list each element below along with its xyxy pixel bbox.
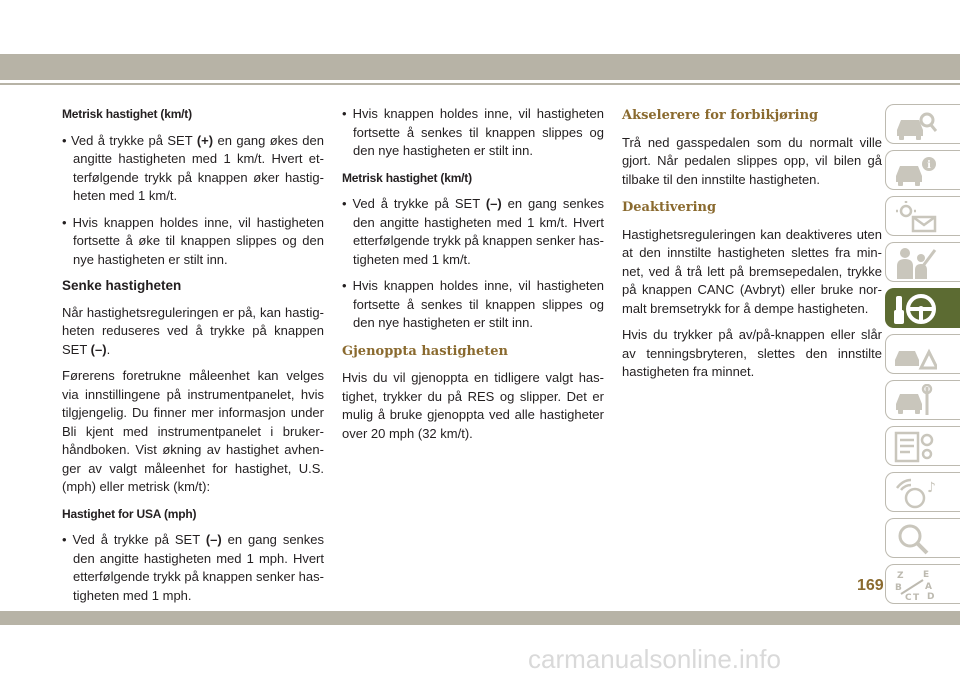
paragraph-memory: Hvis du trykker på av/på-knappen eller slår av tenningsbryteren, slettes den innstilte hastigheten fra minnet. [622,327,882,379]
car-search-icon [893,108,937,142]
paragraph-deactivate: Hastighetsreguleringen kan deaktiveres uten at den innstilte hastigheten slettes fra minnet, ved å trå lett på bremsepedalen, trykke på knappen CANC (Avbryt) eller bruke normalt bremsetrykk for å dempe hastigheten. [622,226,882,316]
index-letter: B [895,583,902,593]
subheading-metric-speed: Metrisk hastighet (km/t) [62,107,192,121]
page-number: 169 [857,577,884,594]
heading-akselerere: Akselerere for forbikjøring [622,108,819,123]
index-letters-icon [893,568,937,602]
warning-triangle-icon [893,338,937,372]
heading-deaktivering: Deaktivering [622,200,717,215]
tab-multimedia[interactable] [885,472,960,512]
heading-gjenoppta-hastigheten: Gjenoppta hastigheten [342,343,509,359]
tab-car-info[interactable] [885,150,960,190]
index-letter: Z [897,571,904,581]
index-letter: C [905,593,912,602]
tab-index[interactable] [885,564,960,604]
warning-light-icon [893,200,937,234]
paragraph-accelerate: Trå ned gasspedalen som du normalt ville gjort. Når pedalen slippes opp, vil bilen gå tilbake til den innstilte hastigheten. [622,134,882,187]
specs-gear-icon [893,430,937,464]
tab-search[interactable] [885,518,960,558]
header-rule [0,83,960,85]
tab-car-search[interactable] [885,104,960,144]
paragraph-reduce: Når hastighetsreguleringen er på, kan hastigheten reduseres ved å trykke på knappen SET (–). [62,304,324,357]
paragraph-resume: Hvis du vil gjenoppta en tidligere valgt hastighet, trykker du på RES og slipper. Det er mulig å bruke gjenoppta ved alle hastigheter over 20 mph (32 km/t). [342,370,604,441]
bullet-set-plus: • Ved å trykke på SET (+) en gang økes den angitte hastigheten med 1 km/t. Hvert etterfølgende trykk på knappen øker hastigheten med 1 km/t. [62,132,324,203]
index-letter: A [925,582,932,592]
bullet-hold-increase: • Hvis knappen holdes inne, vil hastigheten fortsette å øke til knappen slippes og den nye hastigheten er stilt inn. [62,214,324,267]
svg-text:i: i [927,160,931,171]
key-steering-wheel-icon [893,292,937,326]
tab-safety[interactable] [885,242,960,282]
index-letter: E [923,570,930,580]
bullet-set-minus-kmh: • Ved å trykke på SET (–) en gang senkes den angitte hastigheten med 1 km/t. Hvert etterfølgende trykk på knappen senker hastigheten med 1 km/t. [342,196,605,267]
heading-senke-hastigheten: Senke hastigheten [62,278,182,293]
subheading-metric-speed-2: Metrisk hastighet (km/t) [342,170,472,185]
index-letter: T [913,593,920,602]
tab-service[interactable] [885,380,960,420]
bullet-hold-decrease-kmh: • Hvis knappen holdes inne, vil hastigheten fortsette å senkes til knappen slippes og den nye hastigheten er stilt inn. [342,278,604,330]
watermark: carmanualsonline.info [528,644,781,674]
bullet-set-minus-mph: • Ved å trykke på SET (–) en gang senkes den angitte hastigheten med 1 mph. Hvert etterfølgende trykk på knappen senker hastigheten med 1 mph. [62,532,325,603]
car-wrench-icon [893,384,937,418]
tab-emergency[interactable] [885,334,960,374]
svg-text:♪: ♪ [927,480,936,496]
subheading-usa-speed: Hastighet for USA (mph) [62,506,197,521]
column-1 [62,105,324,613]
car-info-icon [893,154,937,188]
bullet-hold-decrease-mph: • Hvis knappen holdes inne, vil hastigheten fortsette å senkes til knappen slippes og den nye hastigheten er stilt inn. [342,106,604,158]
column-3 [622,105,882,390]
index-letter: D [927,592,935,602]
column-2 [342,105,604,451]
header-band [0,54,960,80]
chapter-tabs [885,104,960,610]
passenger-safety-icon [893,246,937,280]
tab-technical-data[interactable] [885,426,960,466]
tab-warning-lights[interactable] [885,196,960,236]
magnifier-icon [893,522,937,556]
footer-band [0,611,960,625]
paragraph-units: Førerens foretrukne måleenhet kan velges via innstillingene på instrumentpanelet, hvis tilgjengelig. Du finner mer informasjon under Bli kjent med instrumentpanelet i brukerhåndboken. Vist økning av hastighet avhenger av valgt måleenhet for hastighet, U.S. (mph) eller metrisk (km/t): [62,368,324,494]
tab-starting-driving[interactable] [885,288,960,328]
multimedia-icon [893,476,937,510]
